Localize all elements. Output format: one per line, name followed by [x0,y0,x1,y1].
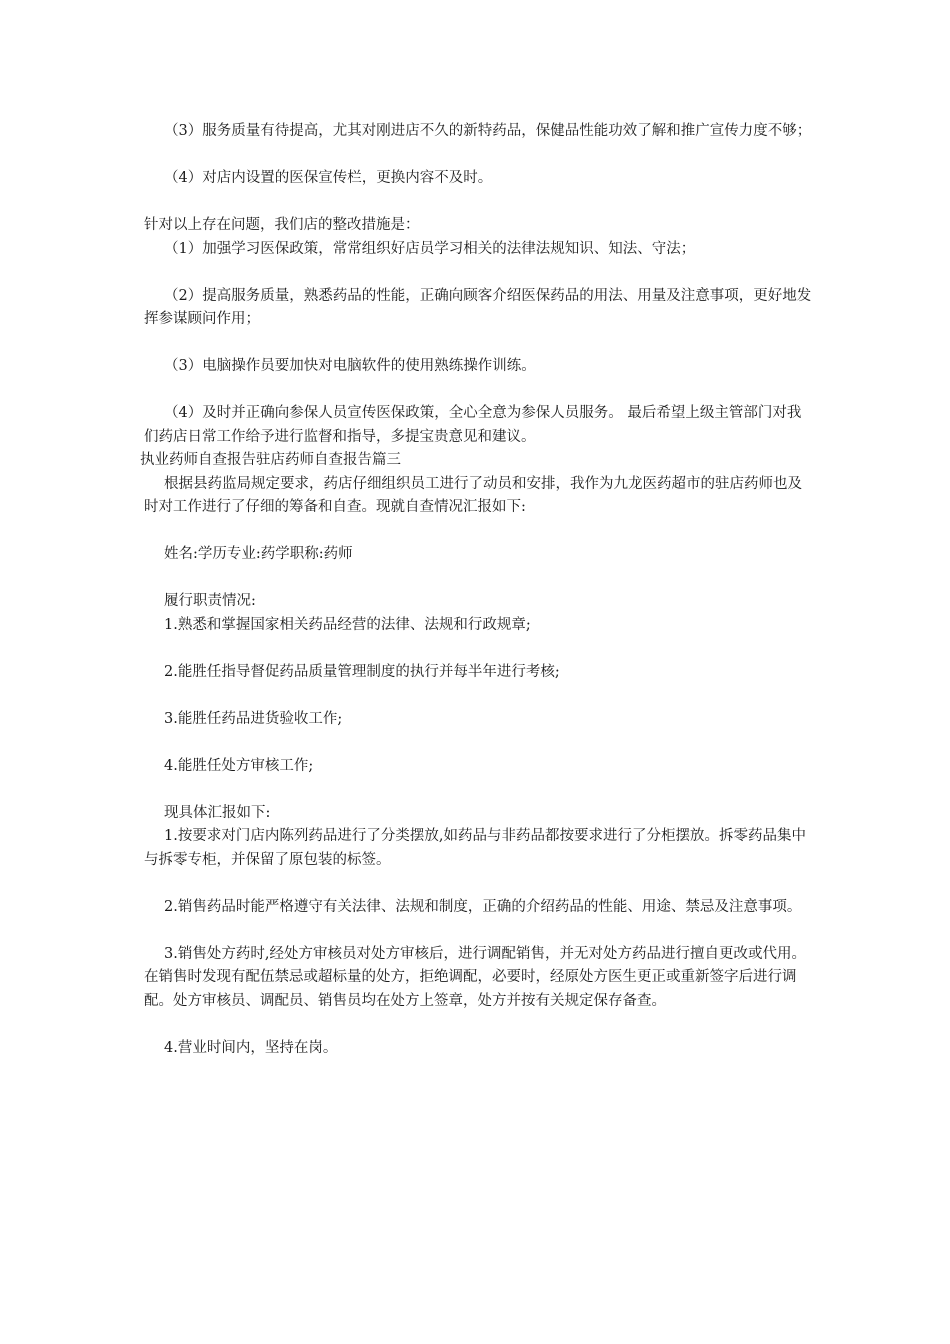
paragraph-report-4: 4.营业时间内，坚持在岗。 [164,1039,338,1056]
paragraph-report-heading: 现具体汇报如下: [164,804,271,821]
paragraph-duties-heading: 履行职责情况: [164,593,256,609]
paragraph-report-3: 3.销售处方药时,经处方审核员对处方审核后，进行调配销售，并无对处方药品进行擅自更改或代用。在销售时发现有配伍禁忌或超标量的处方，拒绝调配，必要时，经原处方医生更正或重新签字后进行调配。处方审核员、调配员、销售员均在处方上签章，处方并按有关规定保存备查。 [144,945,806,1009]
paragraph-self-check-intro: 根据县药监局规定要求，药店仔细组织员工进行了动员和安排，我作为九龙医药超市的驻店药师也及时对工作进行了仔细的筹备和自查。现就自查情况汇报如下: [144,475,802,515]
paragraph-rectification-intro: 针对以上存在问题，我们店的整改措施是： [144,217,420,233]
paragraph-duty-4: 4.能胜任处方审核工作; [164,757,314,774]
paragraph-measure-3: （3）电脑操作员要加快对电脑软件的使用熟练操作训练。 [164,358,536,374]
paragraph-service-quality: （3）服务质量有待提高，尤其对刚进店不久的新特药品，保健品性能功效了解和推广宣传力度不够； [164,123,812,139]
section-heading: 执业药师自查报告驻店药师自查报告篇三 [140,452,401,468]
paragraph-measure-2: （2）提高服务质量，熟悉药品的性能，正确向顾客介绍医保药品的用法、用量及注意事项，更好地发挥参谋顾问作用； [144,287,812,327]
paragraph-report-1: 1.按要求对门店内陈列药品进行了分类摆放,如药品与非药品都按要求进行了分柜摆放。拆零药品集中与拆零专柜，并保留了原包装的标签。 [144,828,806,868]
paragraph-bulletin-board: （4）对店内设置的医保宣传栏，更换内容不及时。 [164,170,493,186]
paragraph-duty-1: 1.熟悉和掌握国家相关药品经营的法律、法规和行政规章; [164,616,531,633]
paragraph-measure-4: （4）及时并正确向参保人员宣传医保政策，全心全意为参保人员服务。 最后希望上级主管部门对我们药店日常工作给予进行监督和指导，多提宝贵意见和建议。 [144,405,802,445]
paragraph-personal-info: 姓名:学历专业:药学职称:药师 [164,546,353,562]
paragraph-duty-2: 2.能胜任指导督促药品质量管理制度的执行并每半年进行考核; [164,663,560,680]
paragraph-report-2: 2.销售药品时能严格遵守有关法律、法规和制度，正确的介绍药品的性能、用途、禁忌及注意事项。 [164,898,802,915]
paragraph-duty-3: 3.能胜任药品进货验收工作; [164,710,343,727]
document-body [140,120,812,1060]
paragraph-measure-1: （1）加强学习医保政策，常常组织好店员学习相关的法律法规知识、知法、守法； [164,240,696,257]
